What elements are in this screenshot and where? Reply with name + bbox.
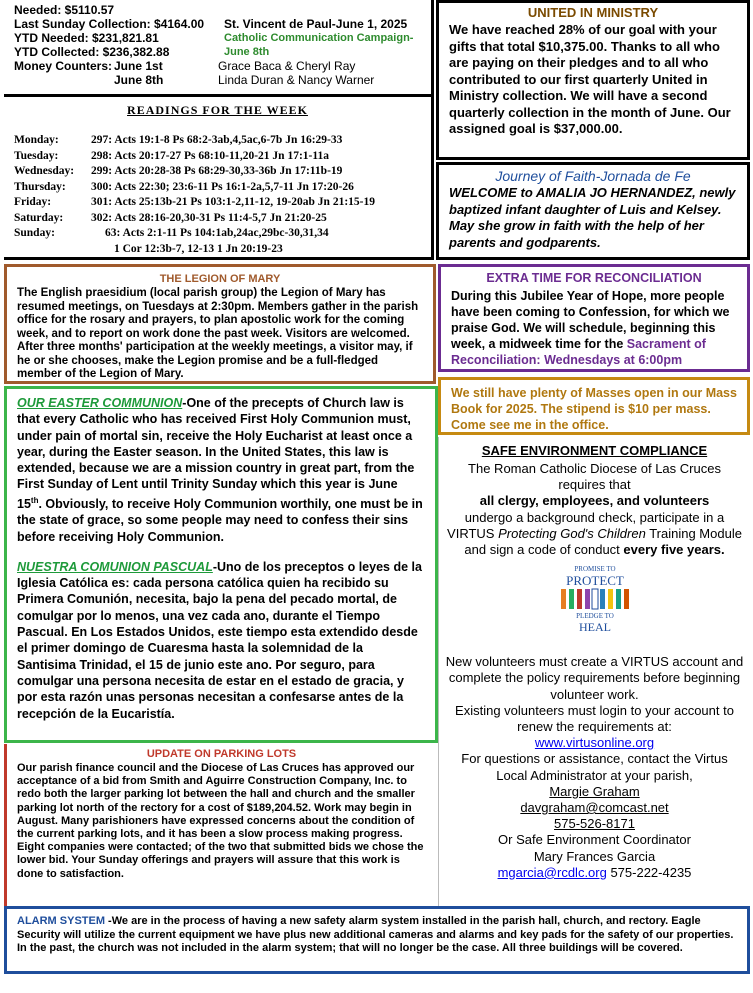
- legion-title: THE LEGION OF MARY: [159, 273, 281, 285]
- ministry-body: We have reached 28% of our goal with your gifts that total $10,375.00. Thanks to all who are paying on their pledges and to all who contributed to our first quarterly United in Ministry collection. We will have a second quarterly collection in the month of June. Our assigned goal is $37,000.00.: [449, 22, 731, 136]
- easter-english: OUR EASTER COMMUNION-One of the precepts of Church law is that every Catholic who has received First Holy Communion must, under pain of mortal sin, receive the Holy Eucharist at least once a year, during the Easter season. In the United States, this law is extended, because we are a mission country in great part, from the First Sunday of Lent until Trinity Sunday which this year is June 15th. Obviously, to receive Holy Communion worthily, one must be in the state of grace, so some people may need to confess their sins before receiving Holy Communion.: [17, 396, 423, 544]
- coordinator-name: Mary Frances Garcia: [533, 848, 656, 864]
- ytd-collected: YTD Collected: $236,382.88: [14, 45, 170, 59]
- needed-amount: Needed: $5110.57: [14, 3, 115, 17]
- counters-date-1: June 1st: [114, 59, 163, 73]
- safe-new-volunteers: New volunteers must create a VIRTUS account and complete the policy requirements before beginning volunteer work.: [445, 654, 744, 702]
- reading-row: Tuesday: 298: Acts 20:17-27 Ps 68:10-11,20-21 Jn 17:1-11a: [14, 149, 329, 162]
- comunion-heading: NUESTRA COMUNION PASCUAL: [17, 559, 213, 574]
- reading-row: Wednesday: 299: Acts 20:28-38 Ps 68:29-30,33-36b Jn 17:11b-19: [14, 165, 343, 177]
- safe-intro: The Roman Catholic Diocese of Las Cruces requires that: [468, 461, 721, 493]
- logo-figure: [608, 589, 613, 609]
- admin-name: Margie Graham: [549, 783, 640, 799]
- parking-box: [4, 744, 436, 906]
- logo-pledge: PLEDGE TO: [575, 612, 614, 621]
- reading-row: Monday: 297: Acts 19:1-8 Ps 68:2-3ab,4,5ac,6-7b Jn 16:29-33: [14, 134, 343, 146]
- logo-figure: [569, 589, 574, 609]
- counters-date-2: June 8th: [114, 73, 164, 87]
- alarm-box: [4, 906, 750, 974]
- masses-body: We still have plenty of Masses open in our Mass Book for 2025. The stipend is $10 per mass. Come see me in the office.: [451, 386, 737, 432]
- logo-figure: [624, 589, 629, 609]
- reconciliation-body: During this Jubilee Year of Hope, more people have been coming to Confession, for which we praise God. We will schedule, beginning this week, a midweek time for the Sacrament of Reconciliation: Wednesdays at 6:00pm: [451, 289, 730, 367]
- reading-row: 1 Cor 12:3b-7, 12-13 1 Jn 20:19-23: [114, 242, 283, 255]
- coordinator-phone: 575-222-4235: [606, 864, 692, 880]
- readings-box: [4, 97, 434, 260]
- journey-body: WELCOME to AMALIA JO HERNANDEZ, newly baptized infant daughter of Luis and Kelsey. May she grow in faith with the help of her parents and godparents.: [449, 185, 736, 250]
- admin-phone: 575-526-8171: [554, 816, 635, 832]
- logo-protect: PROTECT: [565, 573, 624, 589]
- safe-title: SAFE ENVIRONMENT COMPLIANCE: [481, 443, 708, 458]
- ccc-line-2: June 8th: [224, 46, 270, 58]
- ministry-title: UNITED IN MINISTRY: [527, 5, 659, 20]
- safe-questions: For questions or assistance, contact the Virtus Local Administrator at your parish,: [461, 751, 728, 783]
- logo-figure: [561, 589, 566, 609]
- counters-names-1: Grace Baca & Cheryl Ray: [218, 59, 356, 73]
- alarm-heading: ALARM SYSTEM: [17, 915, 105, 927]
- journey-title: Journey of Faith-Jornada de Fe: [495, 168, 691, 184]
- easter-spanish: NUESTRA COMUNION PASCUAL-Uno de los preceptos o leyes de la Iglesia Católica es: cada persona católica quien ha recibido su Primera Comunión, necesita, bajo la pena del pecado mortal, de comulgar por lo menos, una vez cada ano, durante el Tiempo Pascual. En Los Estados Unidos, este tiempo esta extendido desde el primer domingo de Cuaresma hasta la solemnidad de la Santisima Trinidad, el 15 de junio este ano. Por seguro, para comulgar una persona necesita de estar en el estado de gracia, y por esta razón unas personas necesitan a confesarse antes de la recepción de la Eucaristía.: [17, 559, 422, 721]
- reading-row: Friday: 301: Acts 25:13b-21 Ps 103:1-2,11-12, 19-20ab Jn 21:15-19: [14, 196, 375, 208]
- alarm-body: ALARM SYSTEM -We are in the process of having a new safety alarm system installed in the parish hall, church, and rectory. Eagle Security will utilize the current equipment we have plus new additional cameras and alarms and key pads for the safety of our properties. In the past, the church was not included in the alarm system; that will no longer be the case. All three buildings will be covered.: [17, 915, 734, 954]
- logo-figure: [616, 589, 621, 609]
- admin-email[interactable]: davgraham@comcast.net: [520, 800, 669, 816]
- reading-row: Sunday: 63: Acts 2:1-11 Ps 104:1ab,24ac,29bc-30,31,34: [14, 227, 329, 239]
- easter-heading: OUR EASTER COMMUNION: [17, 396, 183, 410]
- money-counters-label: Money Counters:: [14, 59, 113, 73]
- last-sunday-collection: Last Sunday Collection: $4164.00: [14, 17, 205, 31]
- journey-box: [436, 162, 750, 260]
- coordinator-email[interactable]: mgarcia@rcdlc.org: [497, 864, 607, 880]
- logo-heal: HEAL: [578, 620, 611, 634]
- ytd-needed: YTD Needed: $231,821.81: [14, 31, 159, 45]
- safe-environment-box: [438, 437, 750, 907]
- safe-clergy: all clergy, employees, and volunteers: [479, 493, 710, 509]
- parking-body: Our parish finance council and the Diocese of Las Cruces has approved our acceptance of a bid from Smith and Aguirre Construction Company, Inc. to redo both the larger parking lot between the hall and church and the smaller parking lot north of the rectory for a cost of $189,204.52. Work may begin in August. Many parishioners have expressed concerns about the condition of the current parking lots, and it has been a slow process making progress. Eight companies were contacted; of the two that submitted bids we chose the lower bid. Your Sunday offerings and prayers will assure that this work is done to satisfaction.: [17, 762, 424, 880]
- safe-coordinator-label: Or Safe Environment Coordinator: [498, 832, 691, 848]
- logo-figure: [577, 589, 582, 609]
- ministry-box: [436, 0, 750, 160]
- finance-box: [4, 0, 434, 97]
- masses-box: [438, 377, 750, 435]
- legion-box: [4, 264, 436, 384]
- counters-names-2: Linda Duran & Nancy Warner: [218, 73, 375, 87]
- logo-figure: [585, 589, 590, 609]
- safe-requirements: undergo a background check, participate in a VIRTUS Protecting God's Children Training Module and sign a code of conduct every five years.: [447, 509, 742, 558]
- logo-figure: [600, 589, 605, 609]
- readings-title: READINGS FOR THE WEEK: [127, 103, 308, 117]
- reading-row: Thursday: 300: Acts 22:30; 23:6-11 Ps 16:1-2a,5,7-11 Jn 17:20-26: [14, 180, 354, 193]
- legion-body: The English praesidium (local parish group) the Legion of Mary has resumed meetings, on Tuesdays at 2:30pm. Members gather in the parish office for the rosary and prayers, to plan apostolic work for the coming week, and to report on work done the past week. Visitors are welcomed. After three months' participation at the weekly meetings, a visitor may, if he or she chooses, make the Legion promise and be a full-fledged member of the Legion of Mary.: [17, 287, 419, 380]
- reconciliation-box: [438, 264, 750, 372]
- safe-existing: Existing volunteers must login to your account to renew the requirements at:: [455, 702, 734, 735]
- logo-cross: [592, 589, 598, 609]
- virtus-link[interactable]: www.virtusonline.org: [534, 735, 655, 751]
- svdp-collection: St. Vincent de Paul-June 1, 2025: [224, 17, 408, 31]
- reading-row: Saturday: 302: Acts 28:16-20,30-31 Ps 11:4-5,7 Jn 21:20-25: [14, 211, 327, 224]
- logo-promise: PROMISE TO: [573, 565, 616, 574]
- reconciliation-title: EXTRA TIME FOR RECONCILIATION: [486, 271, 702, 285]
- promise-to-protect-logo: [555, 563, 635, 633]
- parking-title: UPDATE ON PARKING LOTS: [146, 748, 297, 760]
- reconciliation-time: Sacrament of Reconciliation: Wednesdays at 6:00pm: [451, 337, 706, 367]
- easter-box: [4, 386, 438, 743]
- ccc-line-1: Catholic Communication Campaign-: [224, 32, 414, 44]
